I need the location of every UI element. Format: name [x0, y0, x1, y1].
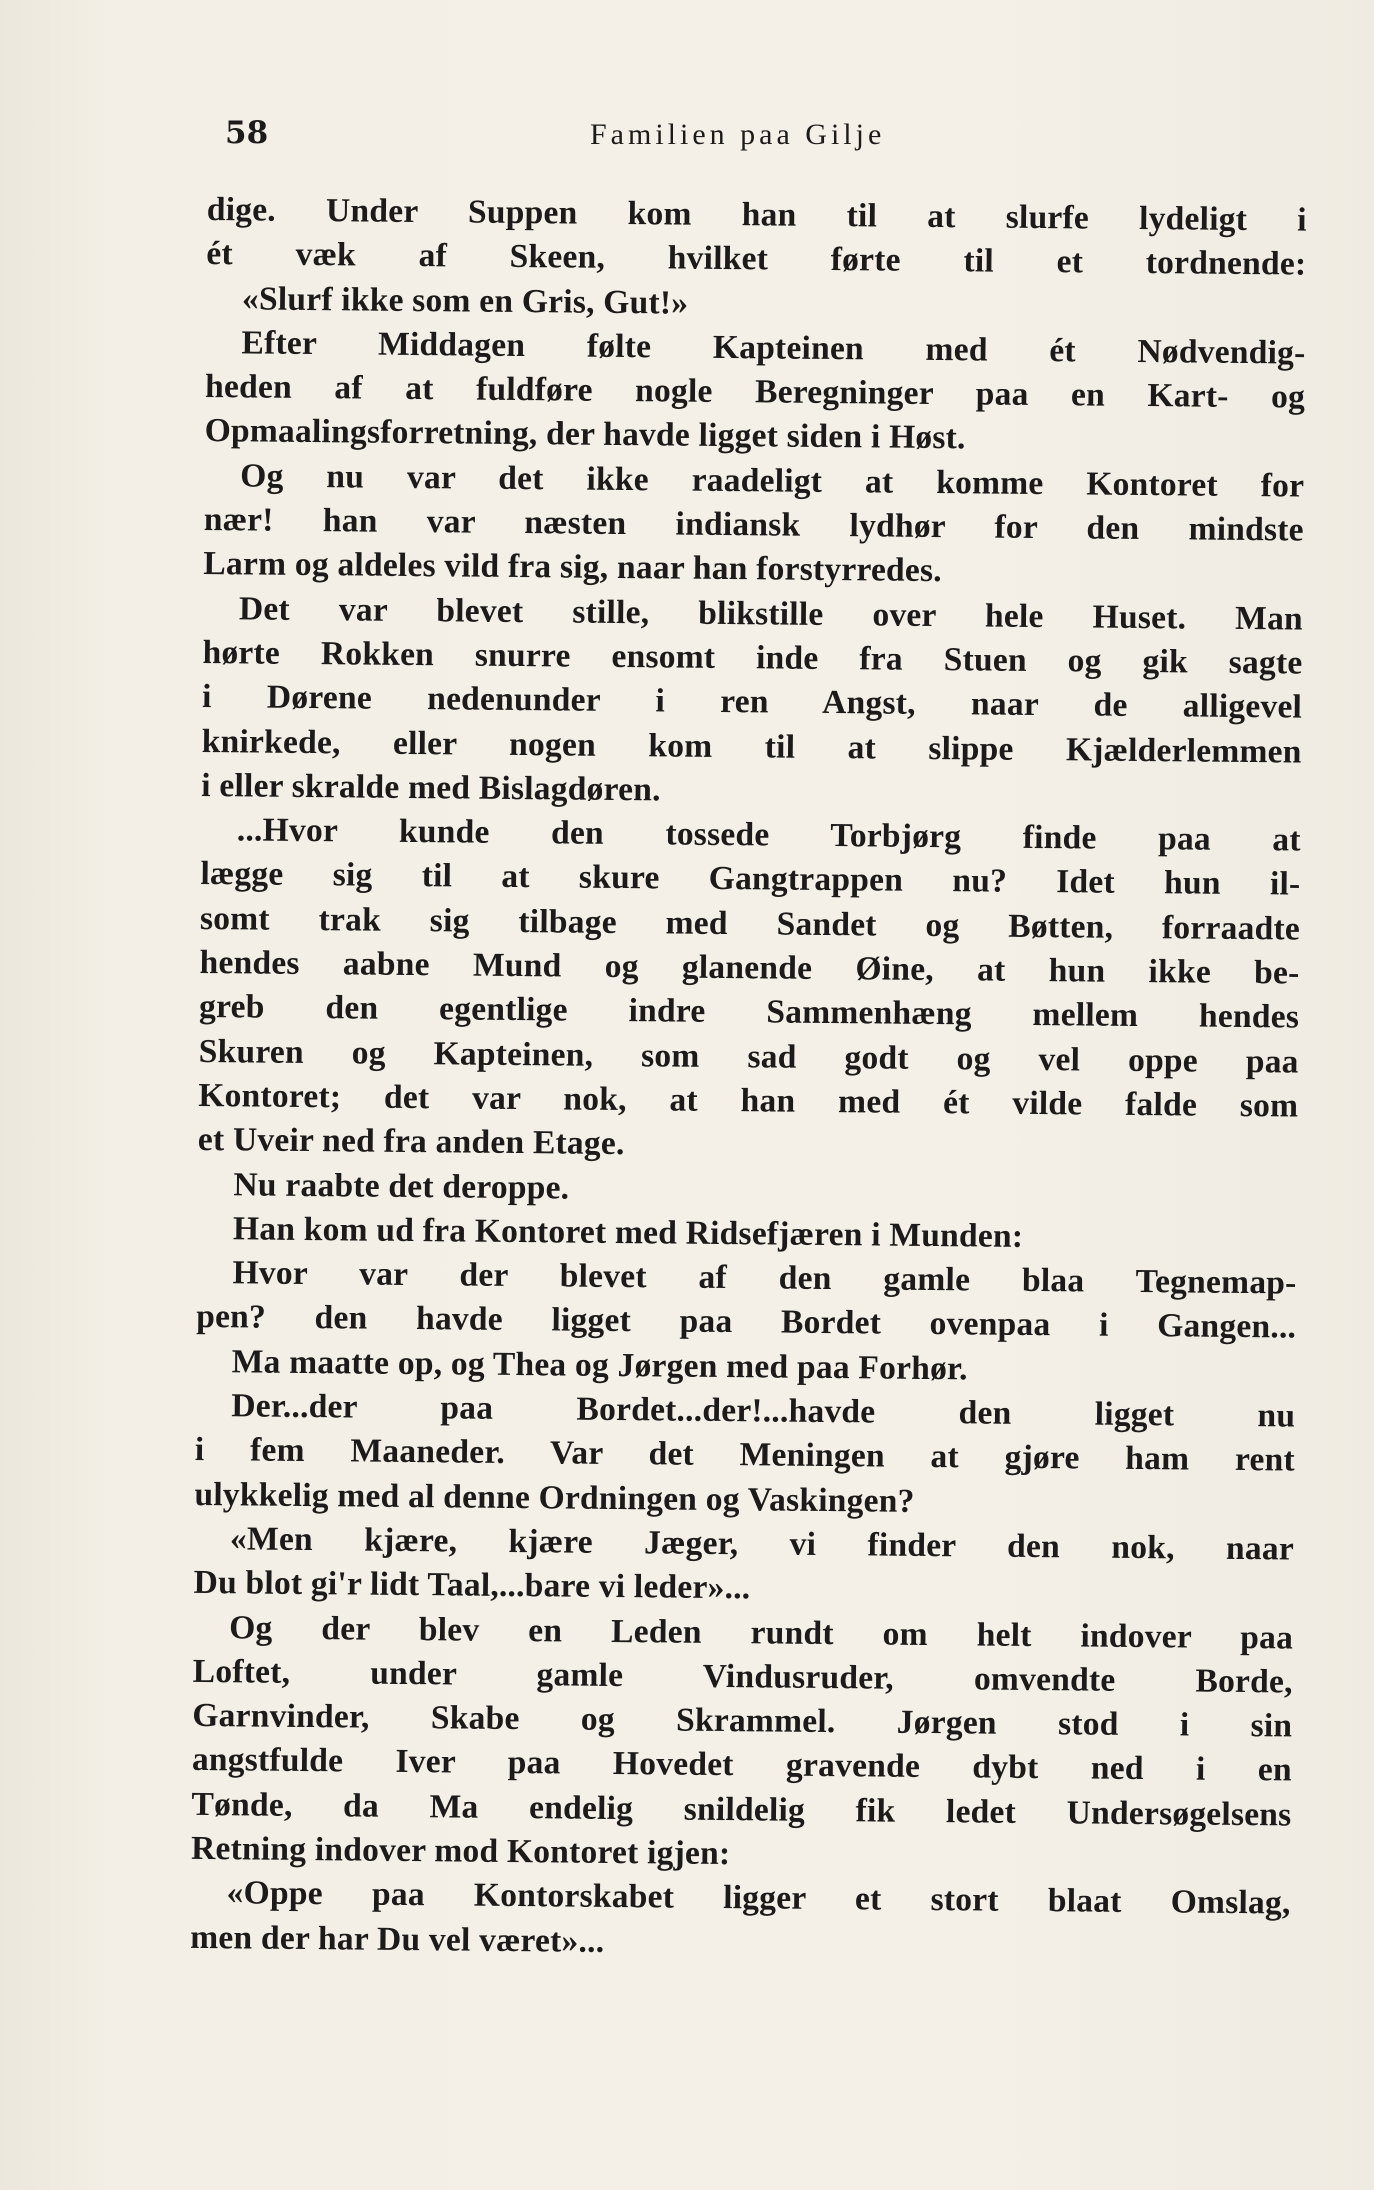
- text-line: et Uveir ned fra anden Etage.: [197, 1121, 625, 1163]
- text-line: Skuren og Kapteinen, som sad godt og vel oppe paa: [198, 1032, 1299, 1081]
- text-line: dige. Under Suppen kom han til at slurfe lydeligt i: [206, 190, 1307, 239]
- text-line: Kontoret; det var nok, at han med ét vilde falde som: [198, 1076, 1299, 1125]
- text-line: ...Hvor kunde den tossede Torbjørg finde paa at: [236, 811, 1301, 859]
- text-line: Han kom ud fra Kontoret med Ridsefjæren i Munden:: [232, 1210, 1024, 1255]
- page-number: 58: [225, 115, 269, 151]
- text-line: Ma maatte op, og Thea og Jørgen med paa Forhør.: [231, 1343, 968, 1388]
- text-line: i eller skralde med Bislagdøren.: [201, 766, 661, 809]
- text-line: heden af at fuldføre nogle Beregninger paa en Kart- og: [204, 368, 1306, 416]
- text-line: Tønde, da Ma endelig snildelig fik ledet Undersøgelsens: [191, 1785, 1292, 1834]
- text-line: ulykkelig med al denne Ordningen og Vaskingen?: [194, 1475, 915, 1520]
- text-line: Nu raabte det deroppe.: [233, 1165, 570, 1207]
- text-line: i Dørene nedenunder i ren Angst, naar de alligevel: [201, 678, 1303, 726]
- text-line: Efter Middagen følte Kapteinen med ét Nødvendig-: [241, 324, 1306, 372]
- text-line: Og nu var det ikke raadeligt at komme Kontoret for: [240, 457, 1305, 505]
- text-line: greb den egentlige indre Sammenhæng mellem hendes: [198, 988, 1300, 1036]
- text-line: Loftet, under gamle Vindusruder, omvendte Borde,: [192, 1652, 1293, 1701]
- text-line: nær! han var næsten indiansk lydhør for den mindste: [203, 501, 1304, 549]
- text-line: «Slurf ikke som en Gris, Gut!»: [241, 279, 689, 322]
- text-line: angstfulde Iver paa Hovedet gravende dybt ned i en: [191, 1741, 1293, 1789]
- text-line: Der...der paa Bordet...der!...havde den ligget nu: [231, 1387, 1296, 1435]
- text-line: Larm og aldeles vild fra sig, naar han forstyrredes.: [203, 545, 943, 590]
- text-line: i fem Maaneder. Var det Meningen at gjøre ham rent: [194, 1431, 1296, 1479]
- text-line: Opmaalingsforretning, der havde ligget siden i Høst.: [204, 412, 966, 457]
- text-line: ét væk af Skeen, hvilket førte til et tordnende:: [206, 235, 1307, 283]
- body-text: [190, 188, 1307, 1970]
- text-line: hendes aabne Mund og glanende Øine, at hun ikke be-: [199, 944, 1300, 992]
- text-line: Og der blev en Leden rundt om helt indover paa: [229, 1608, 1294, 1656]
- text-line: Du blot gi'r lidt Taal,...bare vi leder»...: [193, 1564, 751, 1607]
- text-line: Garnvinder, Skabe og Skrammel. Jørgen stod i sin: [192, 1697, 1293, 1745]
- text-line: Det var blevet stille, blikstille over hele Huset. Man: [238, 589, 1304, 638]
- text-line: hørte Rokken snurre ensomt inde fra Stuen og gik sagte: [202, 633, 1303, 682]
- text-line: somt trak sig tilbage med Sandet og Bøtten, forraadte: [199, 899, 1301, 948]
- text-line: Hvor var der blevet af den gamle blaa Tegnemap-: [232, 1254, 1297, 1302]
- text-line: Retning indover mod Kontoret igjen:: [190, 1829, 731, 1873]
- text-line: «Men kjære, kjære Jæger, vi finder den nok, naar: [229, 1520, 1295, 1568]
- text-line: pen? den havde ligget paa Bordet ovenpaa i Gangen...: [195, 1298, 1297, 1346]
- text-line: «Oppe paa Kontorskabet ligger et stort blaat Omslag,: [226, 1874, 1291, 1922]
- text-line: lægge sig til at skure Gangtrappen nu? Idet hun il-: [200, 855, 1301, 903]
- text-line: men der har Du vel været»...: [190, 1918, 605, 1960]
- page-header: [225, 115, 1315, 165]
- running-title: Familien paa Gilje: [590, 118, 886, 151]
- text-line: knirkede, eller nogen kom til at slippe Kjælderlemmen: [201, 722, 1302, 771]
